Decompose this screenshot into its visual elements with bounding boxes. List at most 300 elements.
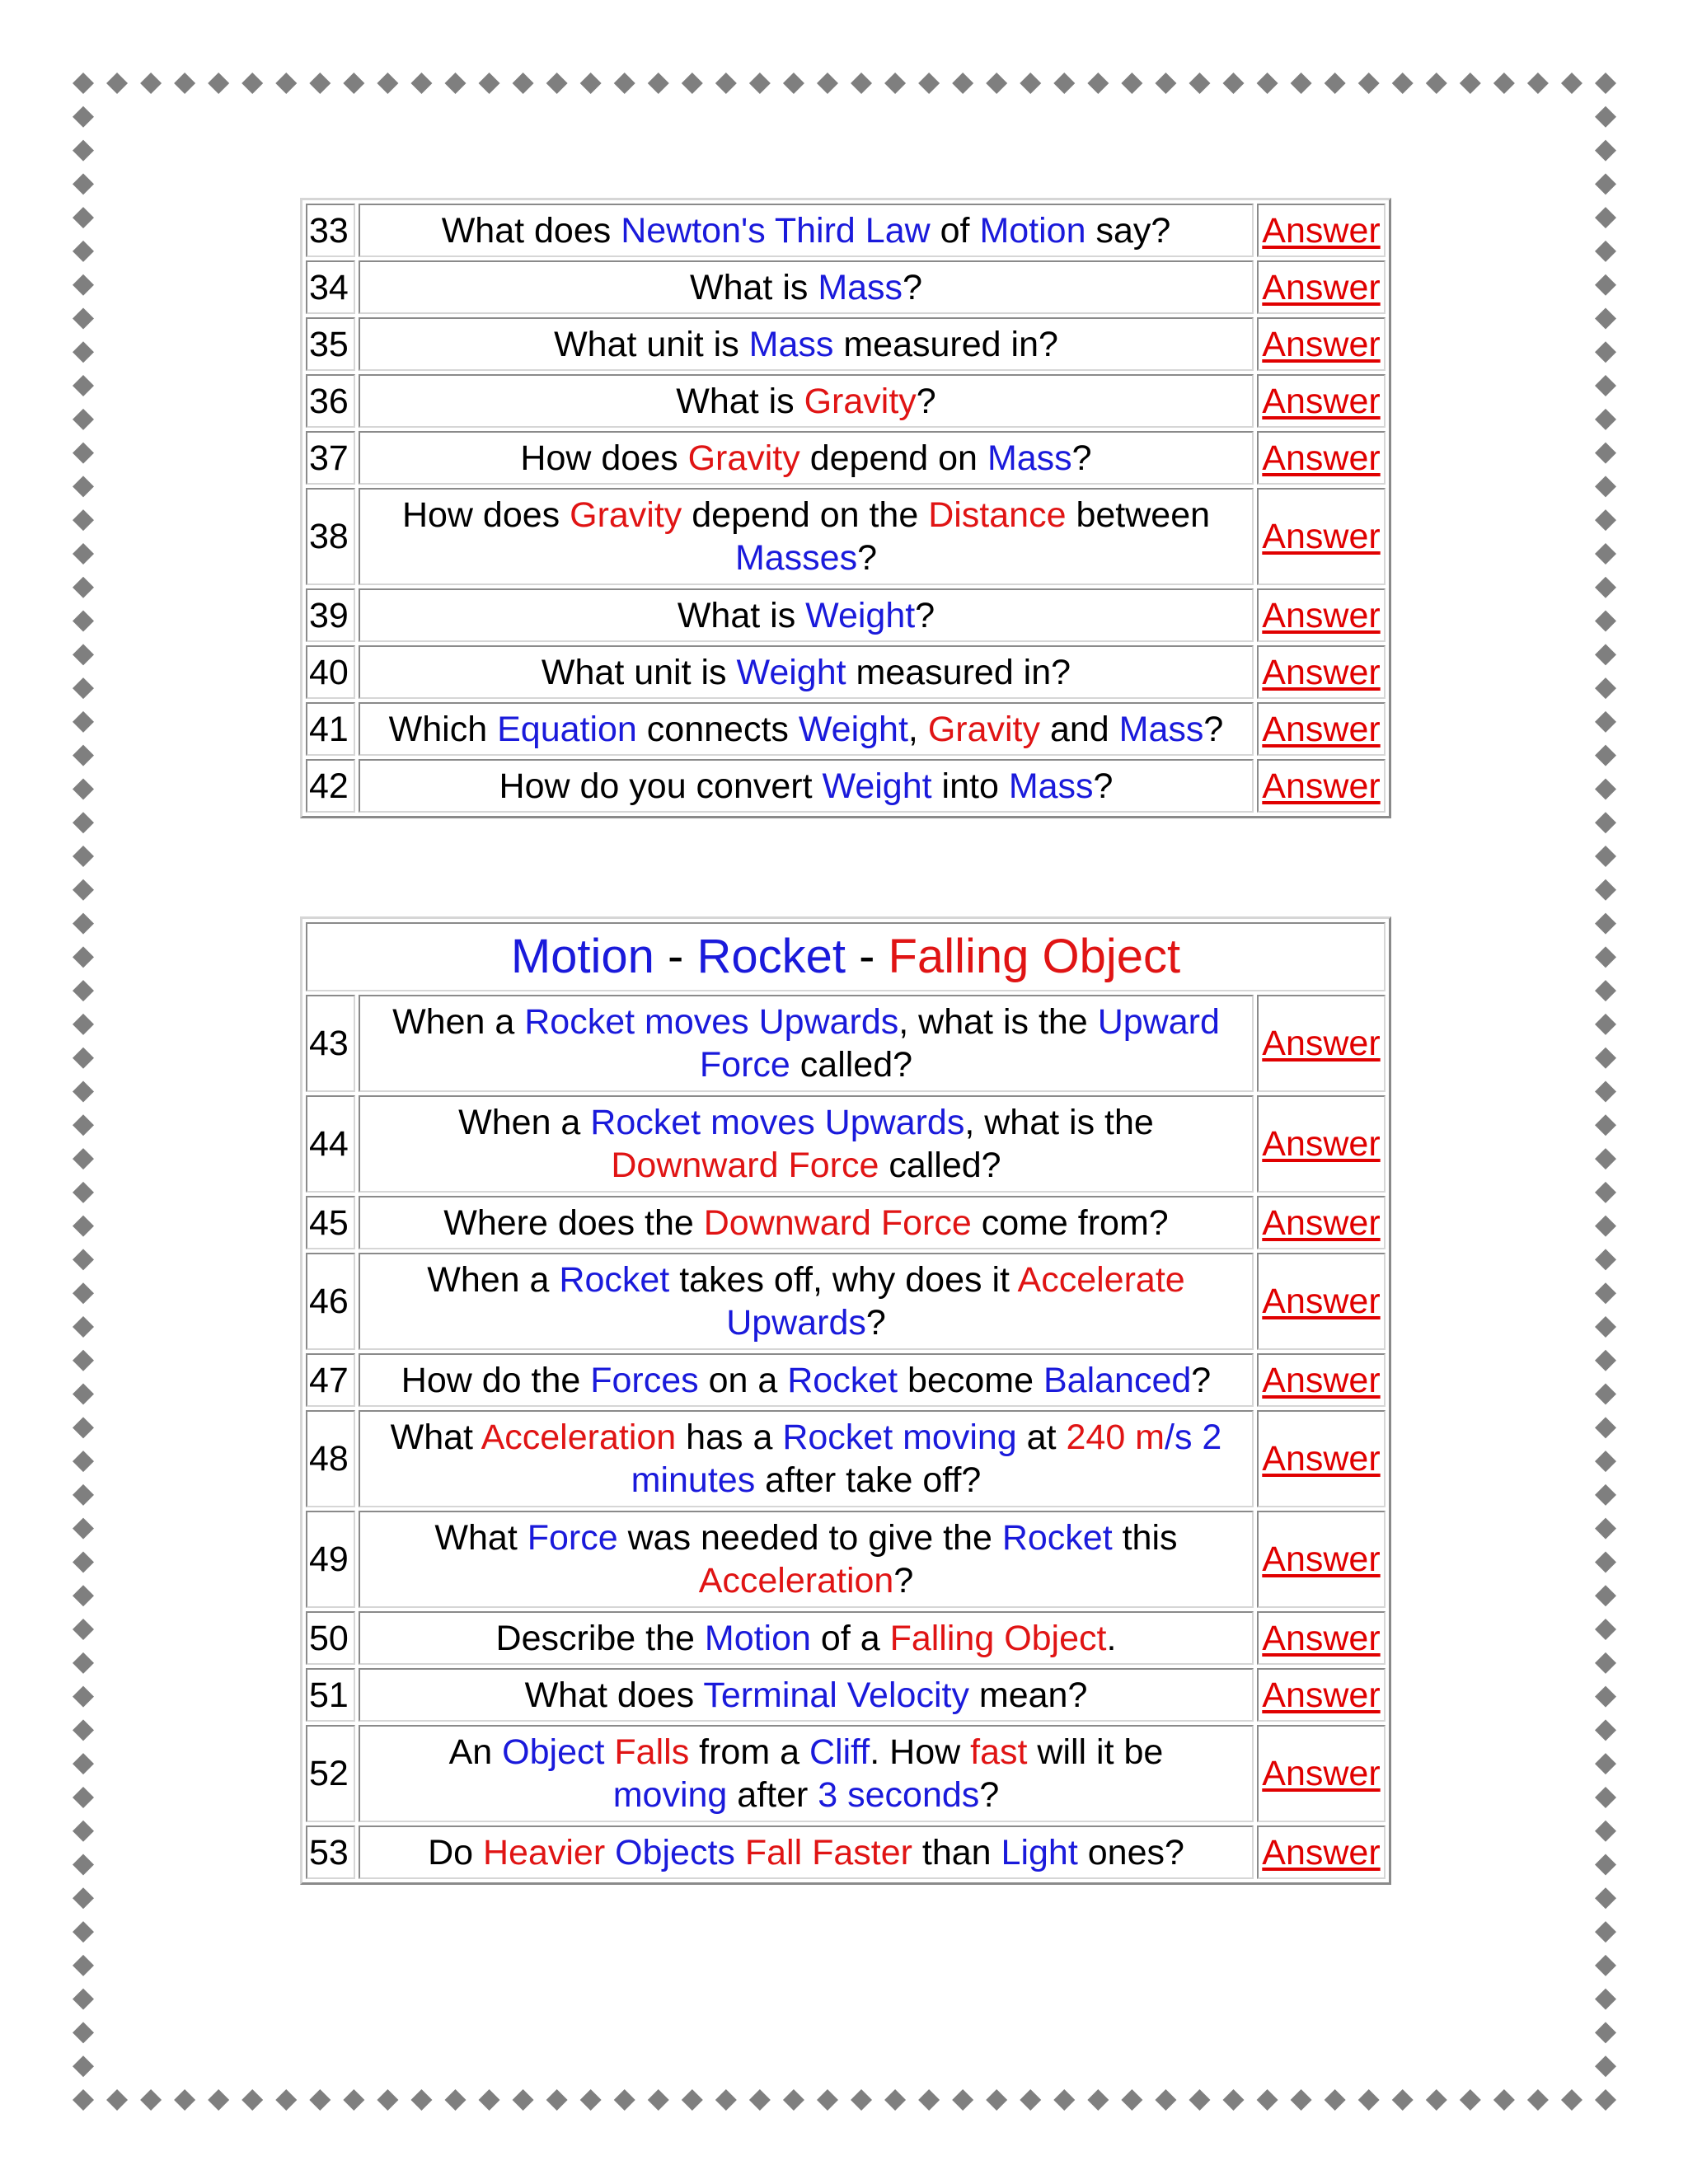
question-text-segment: ? [865,1303,886,1343]
diamond-shape [614,2089,635,2111]
question-text-segment: Weight [736,652,846,692]
diamond-shape [1595,677,1616,699]
question-text-segment: Force [527,1518,618,1558]
diamond-shape [546,2089,568,2111]
answer-cell [1257,1825,1386,1879]
diamond-shape [682,73,703,94]
answer-link[interactable]: Answer [1262,595,1381,635]
diamond-shape [73,509,94,531]
diamond-shape [783,2089,804,2111]
question-text-segment: Equation [497,709,637,749]
diamond-shape [1595,1921,1616,1943]
diamond-shape [851,2089,872,2111]
diamond-shape [73,745,94,766]
diamond-shape [1595,1719,1616,1741]
question-text-segment [604,1732,614,1772]
question-number: 47 [306,1353,355,1407]
diamond-shape [1595,1518,1616,1540]
diamond-shape [73,1417,94,1438]
question-number: 53 [306,1825,355,1879]
question-text [359,995,1254,1092]
diamond-shape [73,476,94,497]
question-text-segment: - [654,930,697,983]
question-text-segment: Do [428,1832,483,1872]
diamond-shape [309,73,331,94]
question-text-segment: mean? [968,1675,1088,1715]
answer-cell [1257,995,1386,1092]
question-text-segment: Upward [1097,1002,1220,1042]
question-text-segment: at [1016,1418,1067,1457]
question-text-segment: Rocket moves Upwards [590,1103,965,1142]
diamond-shape [73,2055,94,2077]
answer-link[interactable]: Answer [1262,324,1381,364]
question-text-segment: Object [502,1732,605,1772]
table-row [306,260,1386,314]
question-text-segment: ? [857,538,878,578]
question-text [359,431,1254,485]
diamond-shape [918,73,940,94]
answer-cell [1257,588,1386,642]
question-text-segment: How do you convert [499,766,823,806]
diamond-shape [73,1350,94,1371]
question-text-segment: measured in? [833,324,1058,364]
table-row [306,588,1386,642]
question-text-segment: An [448,1732,503,1772]
question-text-segment: Rocket moving [782,1418,1017,1457]
diamond-shape [1291,2089,1312,2111]
question-text-segment: become [898,1360,1043,1400]
diamond-shape [73,1148,94,1169]
table-row [306,702,1386,756]
table-row [306,1611,1386,1665]
question-text-segment: of [930,210,980,251]
question-text-segment: measured in? [846,652,1071,692]
diamond-shape [1087,2089,1109,2111]
diamond-shape [1595,307,1616,329]
question-text-segment: Where does the [443,1202,704,1243]
answer-cell [1257,488,1386,585]
question-text-segment: called? [790,1045,913,1085]
answer-cell [1257,1196,1386,1249]
diamond-shape [1155,2089,1176,2111]
diamond-shape [1595,1821,1616,1842]
answer-cell [1257,1095,1386,1193]
question-text-segment: Forces [590,1360,699,1400]
diamond-shape [1595,812,1616,833]
question-text-segment: 3 seconds [818,1775,980,1815]
diamond-shape [73,307,94,329]
answer-cell [1257,759,1386,813]
question-text-segment: ? [915,595,935,635]
table-row [306,1196,1386,1249]
question-text [359,374,1254,428]
answer-link[interactable]: Answer [1262,517,1381,556]
question-number: 35 [306,317,355,371]
diamond-shape [986,73,1007,94]
diamond-shape [1595,2089,1616,2111]
table-row [306,1253,1386,1350]
question-number: 52 [306,1725,355,1822]
diamond-shape [73,2089,94,2111]
diamond-shape [851,73,872,94]
question-number: 50 [306,1611,355,1665]
diamond-shape [410,73,432,94]
diamond-shape [1493,73,1515,94]
question-text [359,260,1254,314]
table-row [306,317,1386,371]
diamond-shape [1595,1417,1616,1438]
question-text-segment: Downward Force [703,1202,972,1243]
table-row [306,1410,1386,1507]
diamond-shape [377,73,398,94]
question-text-segment: ? [1203,709,1224,749]
diamond-shape [1595,1316,1616,1338]
diamond-shape [73,173,94,194]
question-text-segment: Weight [798,709,908,749]
question-text-segment [605,1833,615,1872]
questions-table-1 [300,198,1391,818]
diamond-shape [1595,207,1616,228]
question-text-segment: this [1112,1518,1178,1558]
question-text [359,702,1254,756]
question-text [359,645,1254,699]
diamond-shape [783,73,804,94]
answer-link[interactable]: Answer [1262,1618,1381,1658]
diamond-shape [1257,73,1278,94]
question-text [359,1353,1254,1407]
question-text-segment: connects [636,709,799,749]
diamond-shape [817,2089,838,2111]
diamond-shape [73,1787,94,1808]
diamond-shape [1595,409,1616,430]
diamond-shape [1155,73,1176,94]
diamond-shape [208,73,229,94]
table-row [306,431,1386,485]
question-text-segment: has a [676,1418,783,1457]
diamond-shape [73,913,94,935]
question-text-segment: Light [1001,1832,1078,1872]
table-row [306,488,1386,585]
question-text-segment: What [434,1518,528,1558]
question-text [359,204,1254,257]
question-text-segment: What is [677,595,806,635]
answer-link[interactable]: Answer [1262,1832,1381,1872]
answer-link[interactable]: Answer [1262,1024,1381,1063]
diamond-shape [648,2089,669,2111]
diamond-shape [884,2089,906,2111]
diamond-shape [1460,2089,1481,2111]
question-text-segment: Rocket [787,1360,898,1400]
diamond-shape [275,2089,297,2111]
answer-cell [1257,1611,1386,1665]
answer-link[interactable]: Answer [1262,766,1381,806]
diamond-shape [918,2089,940,2111]
question-text-segment [779,1146,789,1185]
diamond-shape [73,1114,94,1136]
question-text-segment: Gravity [804,381,917,421]
question-text [359,1095,1254,1193]
diamond-shape [1595,375,1616,396]
answer-link[interactable]: Answer [1262,381,1381,421]
diamond-shape [73,611,94,632]
question-text-segment: Rocket [559,1260,670,1300]
diamond-shape [73,1686,94,1708]
question-text-segment: Rocket [1001,1518,1113,1558]
answer-link[interactable]: Answer [1262,438,1381,478]
question-text [359,1725,1254,1822]
table-row [306,1825,1386,1879]
diamond-shape [1595,1484,1616,1506]
question-text-segment: Motion [510,930,654,983]
diamond-shape [1595,946,1616,968]
table-row [306,759,1386,813]
question-text-segment: What is [676,381,804,421]
diamond-shape [1595,1955,1616,1976]
diamond-shape [479,2089,500,2111]
diamond-shape [1595,778,1616,799]
question-text-segment: Mass [1118,709,1204,749]
question-text-segment: Weight [822,766,932,806]
question-text-segment: after [727,1775,818,1815]
answer-link[interactable]: Answer [1262,709,1381,749]
question-text-segment: Terminal Velocity [703,1675,969,1715]
question-number: 51 [306,1668,355,1722]
question-text-segment: was needed to give the [617,1518,1002,1558]
diamond-shape [1426,73,1447,94]
question-text-segment: Newton's Third Law [621,210,931,251]
diamond-shape [1595,1014,1616,1035]
diamond-shape [1189,73,1210,94]
question-text-segment: When a [427,1260,560,1300]
answer-cell [1257,702,1386,756]
questions-table-2 [300,916,1391,1885]
diamond-shape [1595,913,1616,935]
question-number: 33 [306,204,355,257]
diamond-shape [73,1081,94,1103]
answer-link[interactable]: Answer [1262,267,1381,307]
diamond-shape [73,1652,94,1674]
question-text-segment [735,1833,745,1872]
question-text-segment: Rocket [696,930,846,983]
diamond-shape [73,1216,94,1237]
diamond-shape [73,879,94,901]
diamond-shape [73,1719,94,1741]
diamond-shape [73,1282,94,1304]
answer-link[interactable]: Answer [1262,1282,1381,1321]
diamond-shape [174,73,195,94]
diamond-shape [580,2089,602,2111]
diamond-shape [174,2089,195,2111]
question-text-segment: ? [1191,1360,1212,1400]
diamond-shape [884,73,906,94]
question-text-segment: ? [903,267,922,307]
diamond-shape [1595,1282,1616,1304]
question-text-segment: What unit is [541,652,737,692]
diamond-shape [73,846,94,867]
answer-link[interactable]: Answer [1262,210,1381,251]
diamond-shape [73,1484,94,1506]
diamond-shape [1121,73,1142,94]
table-row [306,374,1386,428]
diamond-shape [1291,73,1312,94]
question-text-segment: on a [698,1360,788,1400]
diamond-shape [749,2089,771,2111]
diamond-shape [1595,1148,1616,1169]
question-text-segment: Gravity [570,495,682,535]
question-text [359,1196,1254,1249]
question-text-segment: called? [879,1146,1001,1185]
diamond-shape [140,2089,162,2111]
question-text-segment: Mass [748,324,834,364]
answer-link[interactable]: Answer [1262,1754,1381,1793]
question-text-segment: ? [893,1561,914,1601]
diamond-shape [1595,1216,1616,1237]
question-text-segment: . [1106,1618,1117,1658]
diamond-shape [1595,2055,1616,2077]
diamond-shape [73,409,94,430]
diamond-shape [1595,2022,1616,2043]
diamond-shape [73,1047,94,1069]
answer-cell [1257,431,1386,485]
diamond-shape [1121,2089,1142,2111]
diamond-shape [73,207,94,228]
diamond-shape [1325,73,1346,94]
diamond-shape [614,73,635,94]
question-text [359,759,1254,813]
diamond-shape [1595,1350,1616,1371]
diamond-shape [73,341,94,363]
diamond-shape [73,1753,94,1774]
answer-cell [1257,1253,1386,1350]
answer-link[interactable]: Answer [1262,1360,1381,1400]
diamond-shape [73,1821,94,1842]
question-number: 46 [306,1253,355,1350]
diamond-shape [1595,443,1616,464]
table-row [306,204,1386,257]
diamond-shape [1595,476,1616,497]
answer-cell [1257,1668,1386,1722]
diamond-shape [73,2022,94,2043]
diamond-shape [309,2089,331,2111]
question-text-segment: Downward [611,1146,779,1185]
diamond-shape [1595,1854,1616,1876]
diamond-shape [73,1854,94,1876]
question-number: 48 [306,1410,355,1507]
question-text-segment: When a [458,1103,591,1142]
question-text-segment: after take off? [755,1460,982,1500]
question-text-segment: What is [690,267,818,307]
question-text-segment: What does [441,210,621,251]
diamond-shape [1053,2089,1075,2111]
question-text-segment: What [390,1418,481,1457]
question-text-segment: , what is the [964,1103,1154,1142]
diamond-shape [1595,1081,1616,1103]
diamond-shape [1595,745,1616,766]
question-text-segment: Describe the [495,1618,705,1658]
question-number: 49 [306,1511,355,1608]
question-number: 36 [306,374,355,428]
diamond-shape [73,980,94,1001]
answer-link[interactable]: Answer [1262,1202,1381,1243]
question-text-segment: Falls [614,1732,690,1772]
question-text-segment: into [931,766,1009,806]
question-text-segment: Distance [928,495,1067,535]
diamond-shape [73,644,94,665]
question-text-segment: ones? [1077,1832,1184,1872]
diamond-shape [1595,341,1616,363]
diamond-shape [1595,543,1616,565]
diamond-shape [1053,73,1075,94]
question-text-segment: . How [870,1732,971,1772]
question-text-segment: than [912,1832,1001,1872]
question-text-segment: Acceleration [481,1418,677,1457]
diamond-shape [1223,2089,1245,2111]
diamond-shape [73,106,94,128]
question-text-segment: ? [979,1775,1000,1815]
diamond-shape [1595,1451,1616,1472]
diamond-shape [1595,1686,1616,1708]
question-text-segment: minutes [631,1460,756,1500]
diamond-shape [1595,1551,1616,1572]
question-text-segment: Gravity [927,709,1041,749]
diamond-shape [1595,1787,1616,1808]
diamond-shape [1527,2089,1549,2111]
diamond-shape [1561,73,1582,94]
diamond-shape [1595,241,1616,262]
question-text [359,488,1254,585]
question-text-segment: moving [612,1775,728,1815]
diamond-shape [343,2089,364,2111]
diamond-shape [73,812,94,833]
diamond-shape [1595,173,1616,194]
diamond-shape [715,2089,737,2111]
answer-link[interactable]: Answer [1262,1124,1381,1164]
answer-link[interactable]: Answer [1262,1540,1381,1579]
answer-cell [1257,317,1386,371]
question-text-segment: ? [1071,438,1092,478]
question-text-segment: Masses [734,538,858,578]
question-text-segment: - [846,930,889,983]
diamond-shape [73,1249,94,1270]
question-text-segment: depend on [799,438,987,478]
answer-link[interactable]: Answer [1262,652,1381,692]
question-text-segment: Accelerate [1017,1260,1185,1300]
answer-link[interactable]: Answer [1262,1675,1381,1715]
question-text-segment: and [1040,709,1119,749]
question-text-segment: , what is the [898,1002,1098,1042]
question-text-segment: Falling Object [888,930,1181,983]
question-text-segment: depend on the [682,495,929,535]
answer-link[interactable]: Answer [1262,1439,1381,1479]
table-row [306,1668,1386,1722]
question-text-segment: Force [788,1146,879,1185]
diamond-shape [73,1384,94,1405]
question-number: 37 [306,431,355,485]
question-number: 40 [306,645,355,699]
question-text-segment: , [907,709,928,749]
diamond-shape [1087,73,1109,94]
question-text-segment: Motion [979,210,1086,251]
question-text-segment: between [1066,495,1211,535]
question-text-segment: Mass [987,438,1072,478]
diamond-shape [73,1518,94,1540]
question-text-segment: from a [689,1732,809,1772]
question-text [359,1668,1254,1722]
question-text-segment: of a [810,1618,890,1658]
question-text-segment: ? [916,381,936,421]
diamond-shape [343,73,364,94]
diamond-shape [241,2089,263,2111]
